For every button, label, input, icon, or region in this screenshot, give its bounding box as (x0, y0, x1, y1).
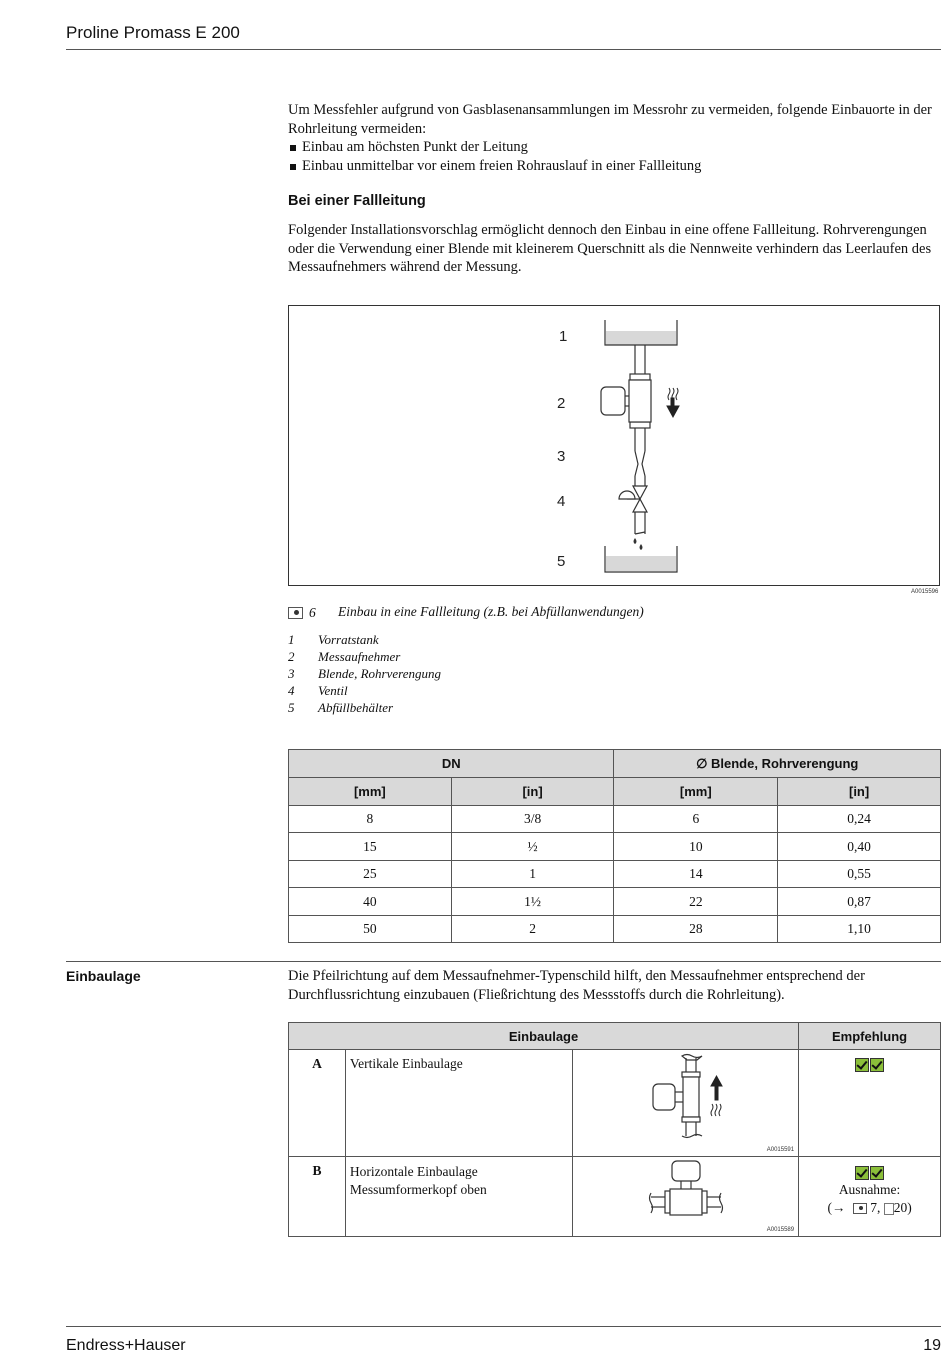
legend-item: 3 Blende, Rohrverengung (288, 666, 441, 681)
figure-code: A0015596 (911, 589, 939, 595)
figure-legend (288, 631, 441, 716)
fall-heading: Bei einer Fallleitung (288, 193, 426, 209)
header-title: Proline Promass E 200 (66, 23, 240, 42)
sensor (601, 374, 651, 428)
label-3: 3 (557, 448, 566, 465)
table-row-a (289, 1050, 941, 1157)
cross-reference[interactable]: (→ 7, 20) (827, 1200, 912, 1215)
legend-item: 1 Vorratstank (288, 632, 379, 647)
header-einbaulage: Einbaulage (289, 1023, 799, 1050)
intro-block (288, 101, 943, 175)
figure-ref-icon (853, 1203, 867, 1214)
figure-caption (288, 604, 644, 622)
flow-arrow (667, 388, 679, 417)
horizontal-install-diagram (572, 1157, 798, 1237)
header-blende: ∅ Blende, Rohrverengung (614, 750, 941, 778)
header-empfehlung: Empfehlung (799, 1023, 941, 1050)
row-letter: A (289, 1050, 346, 1157)
table-row: 8 3/8 6 0,24 (289, 806, 941, 833)
subheader: [mm] (614, 778, 778, 806)
bullet-item: Einbau unmittelbar vor einem freien Rohrauslauf in einer Fallleitung (288, 157, 943, 176)
header-rule (66, 49, 941, 50)
label-5: 5 (557, 553, 566, 570)
figure-code: A0015591 (766, 1147, 795, 1153)
footer-brand: Endress+Hauser (66, 1337, 186, 1354)
caption-number: 6 (309, 605, 316, 620)
pipe-constriction (635, 428, 645, 476)
drops (634, 538, 643, 550)
label-4: 4 (557, 493, 566, 510)
vertical-sensor-icon (573, 1050, 798, 1155)
table-row-b (289, 1157, 941, 1237)
caption-text: Einbau in eine Fallleitung (z.B. bei Abfüllanwendungen) (338, 604, 644, 619)
fallleitung-diagram (289, 306, 939, 585)
figure-icon (288, 607, 303, 619)
subheader: [in] (778, 778, 941, 806)
legend-item: 4 Ventil (288, 683, 348, 698)
subheader: [in] (451, 778, 614, 806)
pipe-upper (635, 345, 645, 376)
table-row: 50 2 28 1,10 (289, 916, 941, 943)
table-row: 15 ½ 10 0,40 (289, 833, 941, 861)
exception-label: Ausnahme: (838, 1182, 901, 1197)
valve (619, 476, 647, 534)
section-rule (66, 961, 941, 962)
row-letter: B (289, 1157, 346, 1237)
side-label-einbaulage: Einbaulage (66, 968, 141, 984)
figure-fallleitung (288, 305, 940, 586)
footer-rule (66, 1326, 941, 1327)
figure-code: A0015589 (766, 1227, 795, 1233)
label-1: 1 (559, 328, 568, 345)
check-icon (870, 1058, 884, 1072)
page-number: 19 (923, 1337, 941, 1354)
check-icon (855, 1166, 869, 1180)
fall-text: Folgender Installationsvorschlag ermöglicht dennoch den Einbau in eine offene Fallleitung. Rohrverengungen oder die Verwendung einer Blende mit kleinerem Querschnitt als die Nennweite verhindern das Leerlaufen des Messaufnehmers während der Messung. (288, 222, 932, 275)
storage-tank (605, 320, 677, 345)
check-icon (855, 1058, 869, 1072)
label-2: 2 (557, 395, 566, 412)
row-label: Horizontale Einbaulage Messumformerkopf oben (345, 1157, 572, 1237)
einbaulage-text: Die Pfeilrichtung auf dem Messaufnehmer-Typenschild hilft, den Messaufnehmer entsprechend der Durchflussrichtung einzubauen (Fließrichtung des Messstoffs durch die Rohrleitung). (288, 968, 865, 1003)
check-icon (870, 1166, 884, 1180)
horizontal-sensor-icon (573, 1157, 798, 1235)
legend-item: 2 Messaufnehmer (288, 649, 401, 664)
vertical-install-diagram (572, 1050, 798, 1157)
table-row: 40 1½ 22 0,87 (289, 888, 941, 916)
row-label: Vertikale Einbaulage (345, 1050, 572, 1157)
subheader: [mm] (289, 778, 452, 806)
header-dn: DN (289, 750, 614, 778)
bullet-item: Einbau am höchsten Punkt der Leitung (288, 138, 943, 157)
recommendation-cell (799, 1050, 941, 1157)
intro-bullets (288, 138, 943, 175)
page-ref-icon (884, 1203, 894, 1215)
table-row: 25 1 14 0,55 (289, 861, 941, 888)
legend-item: 5 Abfüllbehälter (288, 700, 394, 715)
einbaulage-table (288, 1022, 941, 1237)
intro-text: Um Messfehler aufgrund von Gasblasenansammlungen im Messrohr zu vermeiden, folgende Einbauorte in der Rohrleitung vermeiden: (288, 102, 932, 137)
dn-table (288, 749, 941, 943)
recommendation-cell (799, 1157, 941, 1237)
